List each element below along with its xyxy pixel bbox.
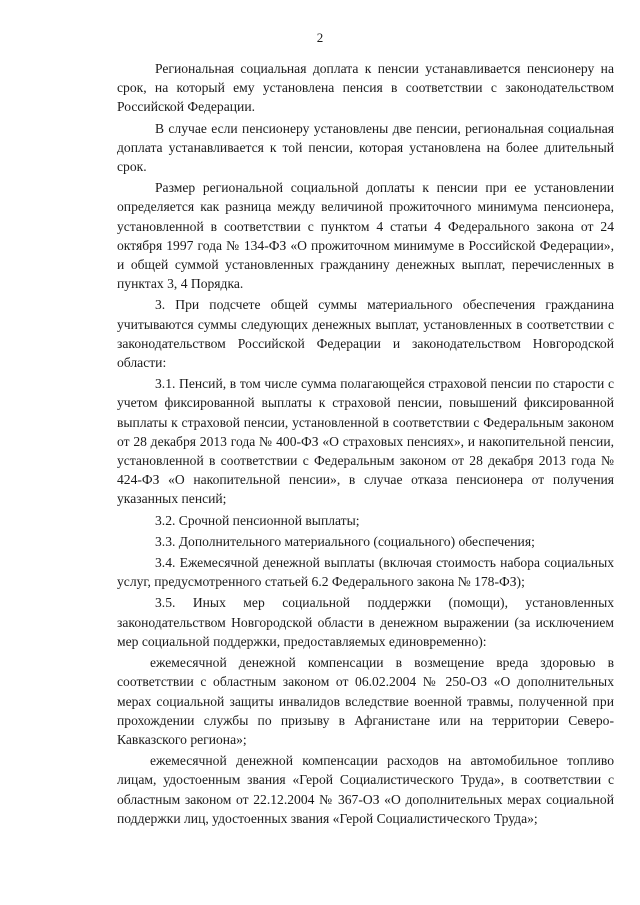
page-number: 2 <box>316 30 324 45</box>
paragraph-item-3-4: 3.4. Ежемесячной денежной выплаты (включая стоимость набора социальных услуг, предусмотренного статьей 6.2 Федерального закона № 178-ФЗ); <box>117 555 614 590</box>
document-body <box>117 59 614 830</box>
paragraph-doplata-size: Размер региональной социальной доплаты к пенсии при ее установлении определяется как разница между величиной прожиточного минимума пенсионера, установленной в соответствии с пунктом 4 статьи 4 Федерального закона от 24 октября 1997 года № 134-ФЗ «О прожиточном минимуме в Российской Федерации», и общей суммой установленных гражданину денежных выплат, перечисленных в пунктах 3, 4 Порядка. <box>117 180 614 292</box>
paragraph-item-3-3: 3.3. Дополнительного материального (социального) обеспечения; <box>155 533 535 549</box>
paragraph-item-3: 3. При подсчете общей суммы материального обеспечения гражданина учитываются суммы следующих денежных выплат, установленных в соответствии с законодательством Российской Федерации и законодательством Новгородской области: <box>117 297 614 371</box>
paragraph-item-3-5: 3.5. Иных мер социальной поддержки (помощи), установленных законодательством Новгородской области в денежном выражении (за исключением мер социальной поддержки, предоставляемых единовременно): <box>117 595 614 649</box>
paragraph-compensation-health: ежемесячной денежной компенсации в возмещение вреда здоровью в соответствии с областным законом от 06.02.2004 № 250-ОЗ «О дополнительных мерах социальной защиты инвалидов вследствие военной травмы, полученной при прохождении службы по призыву в Афганистане или на территории Северо-Кавказского региона»; <box>117 655 614 747</box>
paragraph-item-3-1: 3.1. Пенсий, в том числе сумма полагающейся страховой пенсии по старости с учетом фиксированной выплаты к страховой пенсии, повышений фиксированной выплаты к страховой пенсии, установленной в соответствии с Федеральным законом от 28 декабря 2013 года № 400-ФЗ «О страховых пенсиях», и накопительной пенсии, установленной в соответствии с Федеральным законом от 28 декабря 2013 года № 424-ФЗ «О накопительной пенсии», в случае отказа пенсионера от получения указанных пенсий; <box>117 376 614 507</box>
paragraph-two-pensions: В случае если пенсионеру установлены две пенсии, региональная социальная доплата устанавливается к той пенсии, которая установлена на более длительный срок. <box>117 120 614 175</box>
paragraph-doplata-term: Региональная социальная доплата к пенсии устанавливается пенсионеру на срок, на который ему установлена пенсия в соответствии с законодательством Российской Федерации. <box>117 61 614 115</box>
paragraph-item-3-2: 3.2. Срочной пенсионной выплаты; <box>155 512 360 528</box>
paragraph-compensation-fuel: ежемесячной денежной компенсации расходов на автомобильное топливо лицам, удостоенным звания «Герой Социалистического Труда», в соответствии с областным законом от 22.12.2004 № 367-ОЗ «О дополнительных мерах социальной поддержки лиц, удостоенных звания «Герой Социалистического Труда»; <box>117 753 614 826</box>
